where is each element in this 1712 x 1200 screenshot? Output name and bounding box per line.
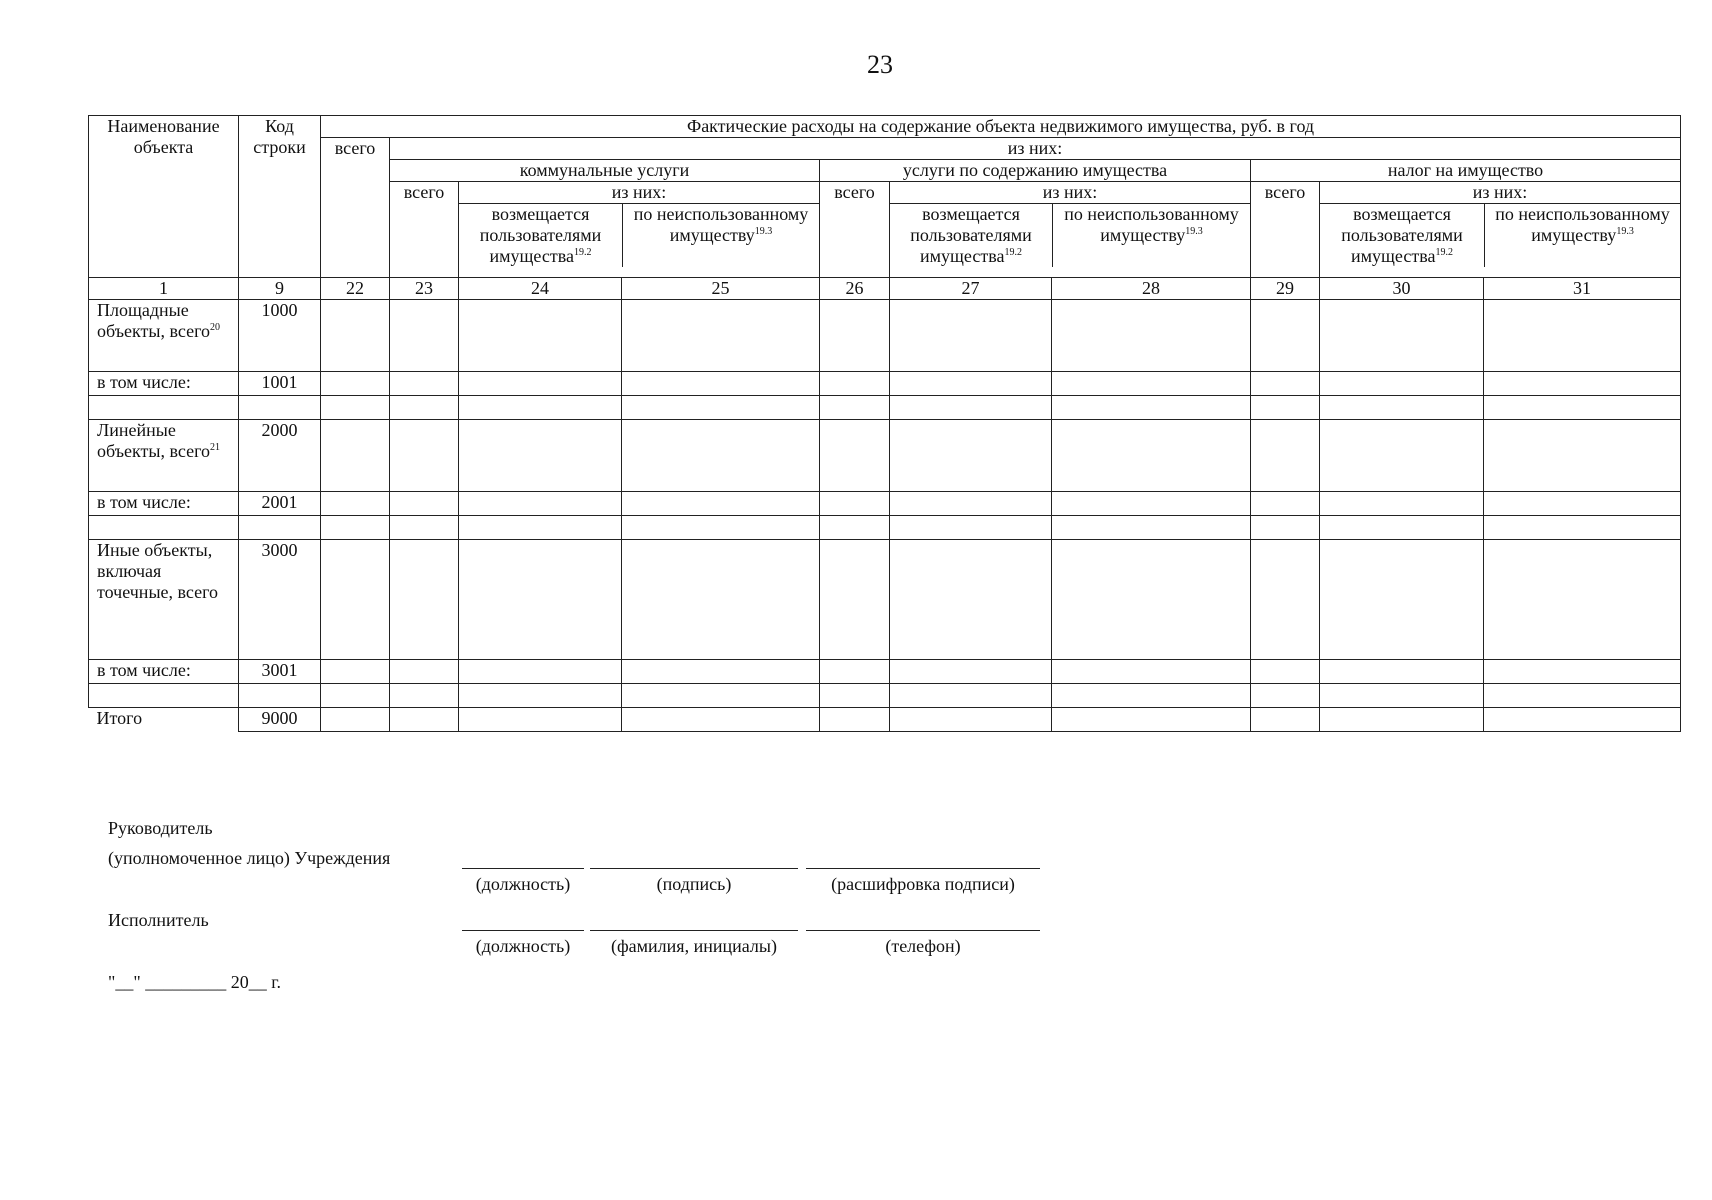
value-cell[interactable] [390,660,459,684]
col-num: 23 [390,278,459,300]
row-code: 9000 [239,708,321,732]
value-cell[interactable] [321,372,390,396]
value-cell[interactable] [820,660,890,684]
value-cell[interactable] [1320,396,1484,420]
value-cell[interactable] [1320,492,1484,516]
row-name: в том числе: [89,372,239,396]
row-name: Площадные объекты, всего$^{20}$ [89,300,239,372]
column-numbers-row [89,278,1681,300]
head-label-2: (уполномоченное лицо) Учреждения [108,848,391,868]
header-code-col: Код строки [239,116,321,278]
value-cell[interactable] [622,420,820,492]
row-code: 2000 [239,420,321,492]
table-row [89,492,1681,516]
value-cell[interactable] [459,684,622,708]
value-cell[interactable] [1052,540,1251,660]
tax-unused: по неиспользованному имуществу$^{19.3}$ [1495,204,1670,245]
value-cell[interactable] [390,372,459,396]
maintenance-reimbursed: возмещается пользователями имущества$^{19.2}$ [890,204,1053,267]
value-cell[interactable] [820,540,890,660]
table-row [89,372,1681,396]
value-cell[interactable] [1484,708,1681,732]
value-cell[interactable] [390,684,459,708]
header-maintenance-sub [890,182,1251,278]
header-maintenance-total: всего [820,182,890,278]
value-cell[interactable] [820,372,890,396]
value-cell[interactable] [820,300,890,372]
value-cell[interactable] [1052,372,1251,396]
col-num: 30 [1320,278,1484,300]
header-main-title: Фактические расходы на содержание объекта недвижимого имущества, руб. в год [321,116,1681,138]
col-num: 26 [820,278,890,300]
value-cell[interactable] [1251,492,1320,516]
col-num: 27 [890,278,1052,300]
col-num: 28 [1052,278,1251,300]
value-cell[interactable] [890,540,1052,660]
value-cell[interactable] [622,516,820,540]
executor-phone-line[interactable] [806,930,1040,931]
header-row-1 [89,116,1681,138]
row-name: Линейные объекты, всего$^{21}$ [89,420,239,492]
value-cell[interactable] [622,708,820,732]
row-name [89,516,239,540]
value-cell[interactable] [459,492,622,516]
phone-caption: (телефон) [885,936,961,956]
value-cell[interactable] [1251,420,1320,492]
value-cell[interactable] [622,396,820,420]
executor-position-line[interactable] [462,930,584,931]
header-tax-total: всего [1251,182,1320,278]
value-cell[interactable] [390,396,459,420]
value-cell[interactable] [1484,372,1681,396]
value-cell[interactable] [1251,540,1320,660]
table-row [89,660,1681,684]
value-cell[interactable] [459,540,622,660]
page-number: 23 [867,50,893,79]
value-cell[interactable] [820,492,890,516]
utilities-reimbursed: возмещается пользователями имущества$^{19.2}$ [459,204,623,267]
maintenance-of-them: из них: [890,182,1250,204]
row-code: 1000 [239,300,321,372]
value-cell[interactable] [459,372,622,396]
value-cell[interactable] [321,300,390,372]
executor-name-line[interactable] [590,930,798,931]
value-cell[interactable] [1320,516,1484,540]
value-cell[interactable] [321,660,390,684]
value-cell[interactable] [820,396,890,420]
row-code [239,516,321,540]
value-cell[interactable] [1320,420,1484,492]
value-cell[interactable] [820,420,890,492]
value-cell[interactable] [622,684,820,708]
value-cell[interactable] [890,684,1052,708]
value-cell[interactable] [390,540,459,660]
position-caption-2: (должность) [475,936,571,956]
col-num: 31 [1484,278,1681,300]
value-cell[interactable] [321,516,390,540]
col-num: 24 [459,278,622,300]
col-num: 22 [321,278,390,300]
table-body [89,300,1681,732]
value-cell[interactable] [321,492,390,516]
header-maintenance: услуги по содержанию имущества [820,160,1251,182]
maintenance-unused: по неиспользованному имуществу$^{19.3}$ [1064,204,1239,245]
value-cell[interactable] [1052,300,1251,372]
value-cell[interactable] [890,300,1052,372]
row-name: Иные объекты, включая точечные, всего [89,540,239,660]
value-cell[interactable] [459,708,622,732]
header-row-2 [89,138,1681,160]
header-utilities-sub [459,182,820,278]
row-code: 3001 [239,660,321,684]
value-cell[interactable] [1320,372,1484,396]
table-row [89,396,1681,420]
row-code [239,396,321,420]
table-row [89,684,1681,708]
header-name-col: Наименование объекта [89,116,239,278]
row-name: в том числе: [89,660,239,684]
value-cell[interactable] [890,396,1052,420]
surname-initials-caption: (фамилия, инициалы) [611,936,777,956]
value-cell[interactable] [1484,516,1681,540]
value-cell[interactable] [820,684,890,708]
value-cell[interactable] [390,420,459,492]
value-cell[interactable] [459,420,622,492]
utilities-of-them: из них: [459,182,819,204]
value-cell[interactable] [1251,300,1320,372]
value-cell[interactable] [1052,708,1251,732]
value-cell[interactable] [321,684,390,708]
value-cell[interactable] [1484,684,1681,708]
row-name: в том числе: [89,492,239,516]
date-line[interactable]: "__" _________ 20__ г. [108,972,282,992]
value-cell[interactable] [1484,492,1681,516]
value-cell[interactable] [1484,396,1681,420]
value-cell[interactable] [390,300,459,372]
value-cell[interactable] [622,300,820,372]
value-cell[interactable] [1320,708,1484,732]
value-cell[interactable] [622,372,820,396]
value-cell[interactable] [321,396,390,420]
value-cell[interactable] [622,660,820,684]
value-cell[interactable] [321,540,390,660]
table-row [89,708,1681,732]
col-num: 9 [239,278,321,300]
value-cell[interactable] [1052,684,1251,708]
value-cell[interactable] [890,660,1052,684]
head-position-line[interactable] [462,868,584,869]
table-row [89,540,1681,660]
value-cell[interactable] [890,372,1052,396]
value-cell[interactable] [1052,516,1251,540]
value-cell[interactable] [321,708,390,732]
value-cell[interactable] [1052,660,1251,684]
header-utilities: коммунальные услуги [390,160,820,182]
signature-decoding-caption: (расшифровка подписи) [831,874,1015,894]
value-cell[interactable] [1251,516,1320,540]
row-code: 2001 [239,492,321,516]
row-code [239,684,321,708]
value-cell[interactable] [1484,660,1681,684]
value-cell[interactable] [1484,420,1681,492]
col-num: 1 [89,278,239,300]
value-cell[interactable] [1052,396,1251,420]
header-total: всего [321,138,390,278]
value-cell[interactable] [1484,540,1681,660]
value-cell[interactable] [890,708,1052,732]
value-cell[interactable] [622,540,820,660]
value-cell[interactable] [890,492,1052,516]
value-cell[interactable] [820,516,890,540]
value-cell[interactable] [321,420,390,492]
table-row [89,300,1681,372]
header-tax-sub [1320,182,1681,278]
row-code: 3000 [239,540,321,660]
utilities-unused: по неиспользованному имуществу$^{19.3}$ [633,204,809,245]
col-num: 29 [1251,278,1320,300]
value-cell[interactable] [390,708,459,732]
value-cell[interactable] [459,660,622,684]
expenses-table [88,115,1681,732]
value-cell[interactable] [1251,396,1320,420]
table-row [89,420,1681,492]
header-property-tax: налог на имущество [1251,160,1681,182]
value-cell[interactable] [1484,300,1681,372]
position-caption: (должность) [475,874,571,894]
value-cell[interactable] [1052,420,1251,492]
value-cell[interactable] [1251,708,1320,732]
row-code: 1001 [239,372,321,396]
executor-label: Исполнитель [108,910,209,930]
row-name [89,396,239,420]
value-cell[interactable] [820,708,890,732]
value-cell[interactable] [1251,660,1320,684]
head-signature-line[interactable] [590,868,798,869]
value-cell[interactable] [1320,660,1484,684]
value-cell[interactable] [459,516,622,540]
header-utilities-total: всего [390,182,459,278]
value-cell[interactable] [1251,684,1320,708]
value-cell[interactable] [390,492,459,516]
value-cell[interactable] [1251,372,1320,396]
value-cell[interactable] [459,396,622,420]
value-cell[interactable] [890,420,1052,492]
row-name [89,684,239,708]
tax-of-them: из них: [1320,182,1680,204]
signature-caption: (подпись) [656,874,732,894]
row-name: Итого [89,708,239,732]
value-cell[interactable] [1320,540,1484,660]
value-cell[interactable] [1320,684,1484,708]
table-row [89,516,1681,540]
head-decoding-line[interactable] [806,868,1040,869]
tax-reimbursed: возмещается пользователями имущества$^{19.2}$ [1320,204,1485,267]
value-cell[interactable] [1320,300,1484,372]
value-cell[interactable] [459,300,622,372]
value-cell[interactable] [1052,492,1251,516]
value-cell[interactable] [390,516,459,540]
value-cell[interactable] [890,516,1052,540]
value-cell[interactable] [622,492,820,516]
col-num: 25 [622,278,820,300]
header-of-them: из них: [390,138,1681,160]
head-label-1: Руководитель [108,818,213,838]
